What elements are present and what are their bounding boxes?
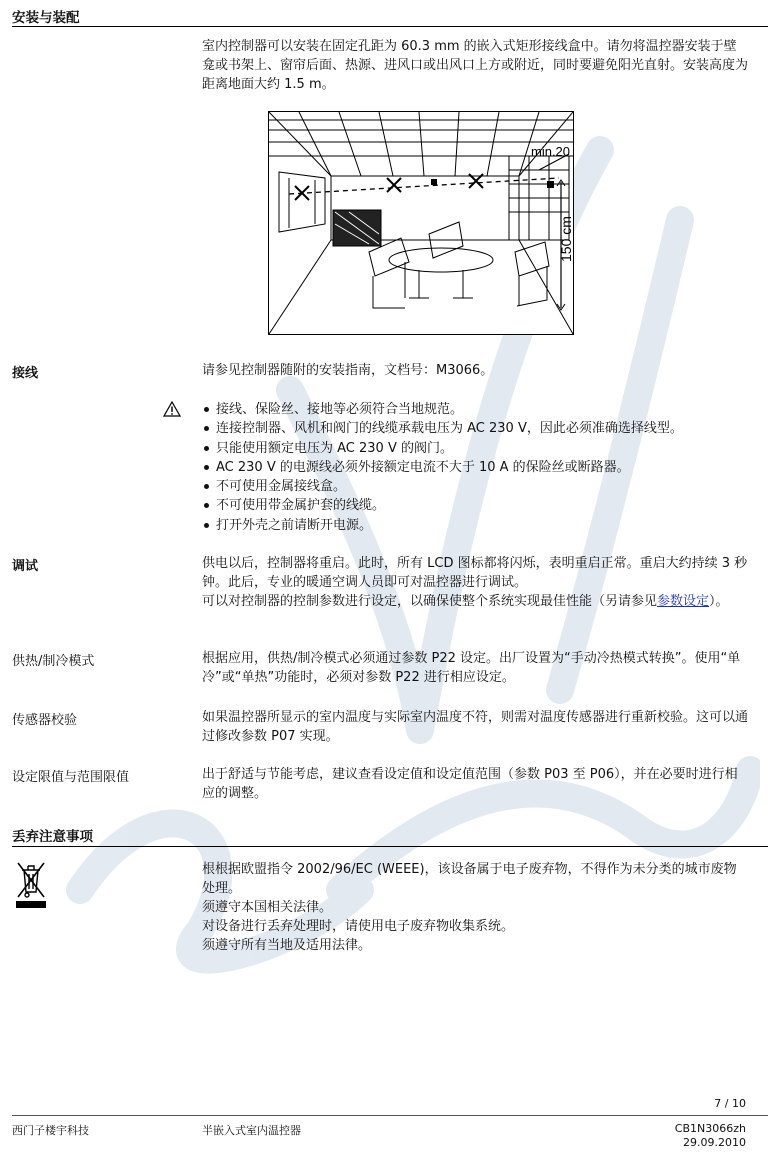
- install-paragraph: 室内控制器可以安装在固定孔距为 60.3 mm 的嵌入式矩形接线盒中。请勿将温控器安装于壁龛或书架上、窗帘后面、热源、进风口或出风口上方或附近，同时要避免阳光直射。安装高度为距离地面大约 1.5 m。: [202, 39, 749, 92]
- disposal-line: 须遵守本国相关法律。: [202, 900, 333, 915]
- limits-label: 设定限值与范围限值: [12, 770, 130, 785]
- footer-date: 29.09.2010: [683, 1136, 746, 1149]
- list-item: 接线、保险丝、接地等必须符合当地规范。: [202, 400, 762, 419]
- sensor-text: 如果温控器所显示的室内温度与实际室内温度不符，则需对温度传感器进行重新校验。这可以通过修改参数 P07 实现。: [202, 710, 749, 744]
- commissioning-para-2a: 可以对控制器的控制参数进行设定，以确保使整个系统实现最佳性能（另请参见: [202, 594, 658, 609]
- commissioning-text: [202, 554, 748, 611]
- disposal-rule: [12, 846, 768, 847]
- parameter-settings-link[interactable]: 参数设定: [657, 594, 710, 609]
- room-drawing: [269, 112, 573, 334]
- dimension-height-label: 150 cm: [558, 216, 573, 262]
- warning-icon: [163, 401, 181, 417]
- commissioning-para-2: [202, 592, 748, 611]
- list-item: 连接控制器、风机和阀门的线缆承载电压为 AC 230 V，因此必须准确选择线型。: [202, 419, 762, 438]
- list-item: AC 230 V 的电源线必须外接额定电流不大于 10 A 的保险丝或断路器。: [202, 458, 762, 477]
- header-rule: [12, 26, 768, 27]
- limits-text: 出于舒适与节能考虑，建议查看设定值和设定值范围（参数 P03 至 P06），并在必要时进行相应的调整。: [202, 767, 738, 801]
- list-item: 打开外壳之前请断开电源。: [202, 516, 762, 535]
- installation-illustration: [268, 111, 574, 335]
- weee-bin-icon: [14, 860, 48, 910]
- sensor-label: 传感器校验: [12, 713, 78, 728]
- disposal-line: 根根据欧盟指令 2002/96/EC (WEEE)，该设备属于电子废弃物，不得作为未分类的城市废物处理。: [202, 862, 737, 896]
- footer-rule: [12, 1115, 768, 1116]
- disposal-line: 须遵守所有当地及适用法律。: [202, 938, 372, 953]
- commissioning-para-1: 供电以后，控制器将重启。此时，所有 LCD 图标都将闪烁，表明重启正常。重启大约持续 3 秒钟。此后，专业的暖通空调人员即可对温控器进行调试。: [202, 556, 748, 590]
- wiring-label: 接线: [12, 366, 39, 381]
- thermostat-marker: [431, 179, 437, 185]
- commissioning-para-2b: ）。: [709, 594, 729, 609]
- list-item: 不可使用金属接线盒。: [202, 477, 762, 496]
- footer-product: 半嵌入式室内温控器: [202, 1124, 301, 1137]
- page-number: 7 / 10: [714, 1097, 746, 1110]
- wiring-bullet-list: [202, 400, 762, 535]
- heatcool-label: 供热/制冷模式: [12, 654, 95, 669]
- disposal-text: [202, 860, 748, 955]
- list-item: 不可使用带金属护套的线缆。: [202, 496, 762, 515]
- section-title-installation: 安装与装配: [12, 10, 80, 26]
- footer-company: 西门子楼宇科技: [12, 1124, 89, 1137]
- disposal-line: 对设备进行丢弃处理时，请使用电子废弃物收集系统。: [202, 919, 515, 934]
- list-item: 只能使用额定电压为 AC 230 V 的阀门。: [202, 439, 762, 458]
- commissioning-label: 调试: [12, 559, 39, 574]
- footer-docnum: CB1N3066zh: [674, 1122, 746, 1135]
- dimension-min-label: min.20: [531, 144, 571, 159]
- heatcool-text: 根据应用，供热/制冷模式必须通过参数 P22 设定。出厂设置为“手动冷热模式转换”。使用“单冷”或“单热”功能时，必须对参数 P22 进行相应设定。: [202, 651, 741, 685]
- wiring-intro: 请参见控制器随附的安装指南，文档号：M3066。: [202, 363, 494, 378]
- disposal-title: 丢弃注意事项: [12, 829, 93, 845]
